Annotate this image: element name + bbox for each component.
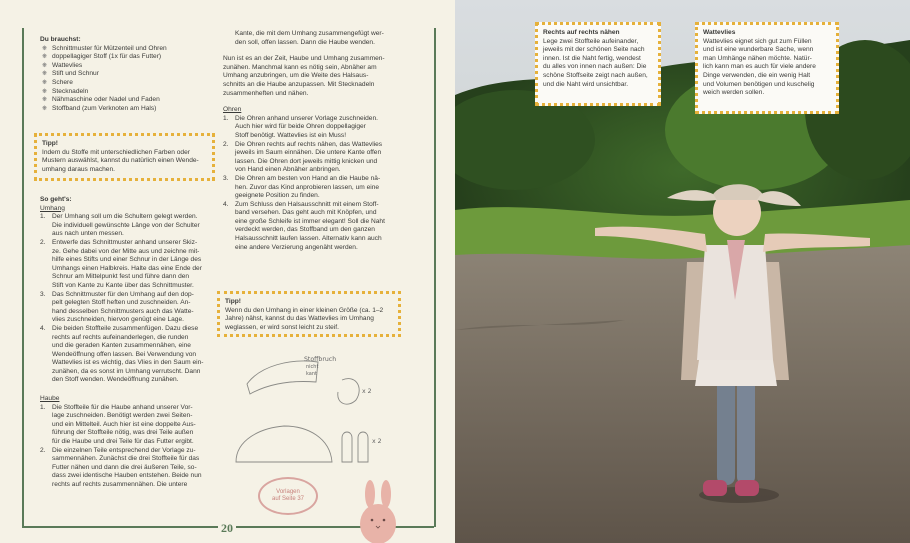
step-number: 2. — [223, 140, 229, 148]
tip-title: Tipp! — [225, 298, 241, 305]
text-line: Halsausschnitt laufen lassen. Alternativ kann auch — [235, 235, 382, 243]
text-line: Wendeöffnung offen lassen. Bei Verwendung von — [52, 350, 197, 358]
haube-heading: Haube — [40, 395, 60, 403]
text-line: Auch hier wird für beide Ohren doppellagiger — [235, 123, 366, 131]
tip-box-colors — [34, 133, 215, 181]
text-line: Die individuell gewünschte Länge von der Schulter — [52, 221, 200, 229]
step-text — [52, 325, 203, 385]
text-line: Stift von Kante zu Kante über das Schnittmuster. — [52, 281, 194, 289]
page-frame-right — [434, 28, 436, 527]
text-line: aus nach unten messen. — [52, 230, 124, 238]
multiplier-label: x 2 — [372, 438, 382, 445]
step-number: 4. — [223, 200, 229, 208]
multiplier-label: x 2 — [362, 388, 372, 395]
step-item — [223, 201, 405, 253]
text-line: zunähen. Manchmal kann es nötig sein, Abnäher am — [223, 63, 377, 71]
tip-text — [42, 149, 207, 175]
material-item: ❋ Nähmaschine oder Nadel und Faden — [40, 96, 220, 105]
materials-heading: Du brauchst: — [40, 36, 81, 43]
text-line: Jahre) nähst, kannst du das Wattevlies im Umhang — [225, 315, 374, 323]
tip-title: Rechts auf rechts nähen — [543, 29, 620, 36]
step-text — [235, 175, 380, 201]
text-line: innen. Ist die Naht fertig, wendest — [543, 54, 641, 62]
text-line: den Stoff wenden. Wendeöffnung zunähen. — [52, 376, 179, 384]
text-line: du alles von innen nach außen: Die — [543, 63, 647, 71]
text-line: Umhang anzubringen, um die Weite des Halsaus- — [223, 72, 369, 80]
tip-box-size — [217, 291, 401, 337]
join-paragraph — [223, 55, 405, 98]
text-line: Die Ohren anhand unserer Vorlage zuschneiden. — [235, 114, 378, 122]
text-line: weglassen, er wird sonst leicht zu steif. — [225, 323, 339, 331]
text-line: den soll, offen lassen. Dann die Haube wenden. — [235, 38, 375, 46]
text-line: Der Umhang soll um die Schultern gelegt werden. — [52, 213, 198, 221]
text-line: von Hand einen Abnäher anbringen. — [235, 166, 341, 174]
step-number: 3. — [40, 290, 46, 298]
step-item — [40, 447, 220, 490]
text-line: eine andere Verzierung angenäht werden. — [235, 243, 358, 251]
step-item — [223, 115, 405, 141]
fold-sub-label: nicht — [306, 364, 319, 370]
step-item — [40, 404, 220, 447]
text-line: Zum Schluss den Halsausschnitt mit einem Stoff- — [235, 200, 379, 208]
step-text — [52, 239, 202, 291]
text-line: und die Naht wird unsichtbar. — [543, 80, 629, 88]
umhang-heading: Umhang — [40, 204, 65, 212]
text-line: Die einzelnen Teile entsprechend der Vorlage zu- — [52, 446, 196, 454]
step-text — [235, 115, 378, 141]
step-item — [40, 325, 220, 385]
haube-steps — [40, 404, 220, 490]
text-line: ze. Gehe dabei von der Mitte aus und zeichne mit- — [52, 247, 200, 255]
tip-text — [703, 38, 831, 98]
text-line: dass zwei identische Hauben entstehen. Beide nun — [52, 472, 202, 480]
text-line: Die Stoffteile für die Haube anhand unserer Vor- — [52, 403, 193, 411]
step-number: 1. — [40, 213, 46, 221]
tip-box-right-sides — [535, 22, 661, 106]
step-text — [235, 141, 382, 175]
bunny-illustration — [352, 480, 404, 543]
instructions-column-1 — [40, 196, 220, 490]
text-line: Kante, die mit dem Umhang zusammengefügt wer- — [235, 30, 384, 37]
text-line: und ist eine wunderbare Sache, wenn — [703, 46, 814, 54]
tip-text — [543, 38, 653, 90]
ohren-steps — [223, 115, 405, 253]
tip-box-batting — [695, 22, 839, 114]
text-line: Schnur am Mittelpunkt fest und führe dann den — [52, 273, 190, 281]
text-line: Wattevlies ist es wichtig, das Vlies in den Saum ein- — [52, 359, 204, 367]
text-line: Stoff benötigt. Wattevlies ist ein Muss! — [235, 131, 347, 139]
text-line: Die beiden Stoffteile zusammenfügen. Dazu diese — [52, 324, 199, 332]
ohren-heading: Ohren — [223, 106, 242, 114]
text-line: hilfe eines Stifts und einer Schnur in der Länge des — [52, 256, 202, 264]
text-line: lich kann man es auch für viele andere — [703, 63, 816, 71]
text-line: lassen. Die Ohren dort jeweils mittig knicken und — [235, 157, 378, 165]
material-item: ❋ doppellagiger Stoff (1x für das Futter) — [40, 53, 220, 62]
step-item — [223, 175, 405, 201]
text-line: rechts auf rechts zusammennähen. Die untere — [52, 481, 188, 488]
step-text — [52, 291, 194, 325]
umhang-steps — [40, 213, 220, 385]
tip-title: Wattevlies — [703, 29, 736, 36]
text-line: Futter nähen und dann die drei äußeren Teile, so- — [52, 463, 197, 471]
materials-list — [40, 45, 220, 114]
text-line: zunähen, da es sonst im Umhang verrutscht. Dann — [52, 367, 201, 375]
text-line: schöne Stoffseite zeigt nach außen, — [543, 71, 648, 79]
text-line: umhang daraus machen. — [42, 165, 115, 173]
step-number: 4. — [40, 324, 46, 332]
text-line: band versehen. Das geht auch mit Knöpfen, und — [235, 209, 377, 217]
right-page — [455, 0, 910, 543]
text-line: verdeckt werden, das Stoffband um den ganzen — [235, 226, 375, 234]
text-line: man Umhänge nähen möchte. Natür- — [703, 54, 812, 62]
text-line: geeignete Position zu finden. — [235, 192, 320, 200]
material-item: ❋ Stift und Schnur — [40, 70, 220, 79]
step-number: 1. — [223, 114, 229, 122]
stamp-line: Vorlagen — [276, 489, 300, 495]
step-text — [235, 201, 385, 253]
text-line: für die Haube und drei Teile für das Futter ergibt. — [52, 438, 194, 446]
text-line: weich werden sollen. — [703, 89, 765, 97]
child-costume-photo — [455, 0, 910, 543]
template-stamp — [258, 477, 318, 515]
step-text — [52, 447, 202, 490]
text-line: vlies zuschneiden, hiervon genügt eine Lage. — [52, 316, 184, 324]
text-line: rechts auf rechts aufeinanderlegen, die runden — [52, 333, 189, 341]
fold-sub-label: kant — [306, 371, 318, 377]
text-line: Dinge verwenden, die ein wenig Halt — [703, 71, 811, 79]
text-line: Mustern auswählst, kannst du natürlich einen Wende- — [42, 157, 199, 165]
tip-title: Tipp! — [42, 140, 58, 147]
text-line: eine große Schleife ist immer elegant! Soll die Naht — [235, 217, 385, 225]
text-line: und ein Mittelteil. Auch hier ist eine doppelte Aus- — [52, 420, 196, 428]
text-line: Die Ohren am besten von Hand an die Haube nä- — [235, 174, 381, 182]
text-line: Indem du Stoffe mit unterschiedlichen Farben oder — [42, 148, 190, 156]
step-number: 2. — [40, 446, 46, 454]
text-line: Wattevlies eignet sich gut zum Füllen — [703, 37, 812, 45]
material-item: ❋ Schnittmuster für Mützenteil und Ohren — [40, 45, 220, 54]
text-line: Die Ohren rechts auf rechts nähen, das Wattevlies — [235, 140, 383, 148]
page-frame-left — [22, 28, 24, 527]
text-line: führung der Stoffteile nötig, was drei Teile außen — [52, 429, 194, 437]
text-line: schnitts an die Haube anzupassen. Mit Stecknadeln — [223, 80, 375, 88]
text-line: Das Schnittmuster für den Umhang auf den dop- — [52, 290, 194, 298]
step-text — [52, 213, 200, 239]
haube-continuation — [223, 30, 405, 47]
materials-block — [40, 36, 220, 113]
step-number: 3. — [223, 174, 229, 182]
step-item — [40, 291, 220, 325]
text-line: Nun ist es an der Zeit, Haube und Umhang zusammen- — [223, 55, 385, 63]
pattern-sketch — [230, 352, 390, 472]
step-item — [40, 213, 220, 239]
text-line: Umhangs einen Halbkreis. Halte das eine Ende der — [52, 264, 202, 272]
text-line: Lege zwei Stoffteile aufeinander, — [543, 37, 639, 45]
text-line: hand desselben Schnittmusters auch das Watte- — [52, 307, 194, 315]
stamp-line: auf Seite 37 — [271, 496, 305, 502]
text-line: Wenn du den Umhang in einer kleinen Größe (ca. 1–2 — [225, 306, 384, 314]
step-number: 2. — [40, 238, 46, 246]
instructions-column-2 — [223, 30, 405, 252]
step-number: 1. — [40, 403, 46, 411]
text-line: sammennähen. Zunächst die drei Stoffteile für das — [52, 455, 200, 463]
text-line: hen. Zuvor das Kind anprobieren lassen, um eine — [235, 183, 380, 191]
text-line: zusammenheften und nähen. — [223, 89, 309, 97]
text-line: und die geraden Kanten zusammennähen, eine — [52, 342, 191, 350]
material-item: ❋ Stoffband (zum Verknoten am Hals) — [40, 105, 220, 114]
fold-label: Stoffbruch — [304, 356, 337, 363]
text-line: pelt gelegten Stoff heften und zuschneiden. An- — [52, 299, 191, 307]
text-line: lage zuschneiden. Benötigt werden zwei Seiten- — [52, 412, 193, 420]
text-line: und Volumen benötigen und kuschelig — [703, 80, 815, 88]
step-text — [52, 404, 196, 447]
howto-heading: So geht's: — [40, 196, 72, 203]
material-item: ❋ Schere — [40, 79, 220, 88]
text-line: jeweils mit der schönen Seite nach — [543, 46, 645, 54]
step-item — [40, 239, 220, 291]
material-item: ❋ Wattevlies — [40, 62, 220, 71]
page-number: 20 — [218, 521, 236, 536]
text-line: Entwerfe das Schnittmuster anhand unserer Skiz- — [52, 238, 198, 246]
text-line: jeweils im Saum einnähen. Die untere Kante offen — [235, 149, 382, 157]
tip-text — [225, 307, 393, 333]
material-item: ❋ Stecknadeln — [40, 88, 220, 97]
step-item — [223, 141, 405, 175]
